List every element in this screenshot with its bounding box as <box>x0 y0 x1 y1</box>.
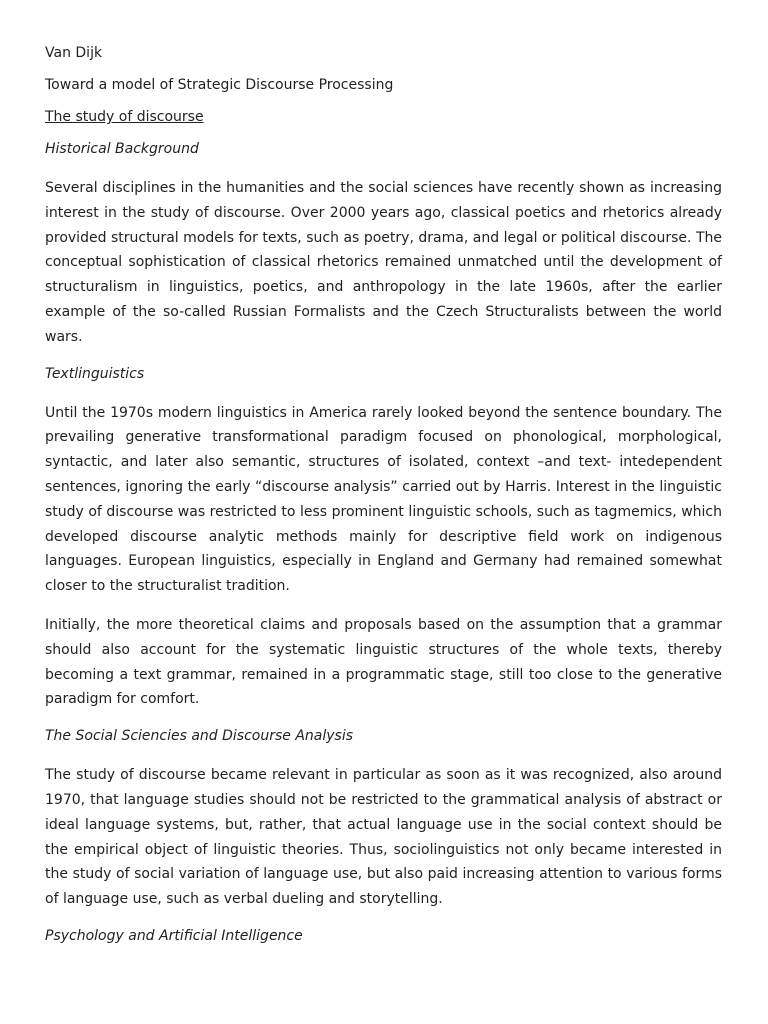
author-line: Van Dijk <box>45 45 103 61</box>
heading-historical-background: Historical Background <box>45 141 199 157</box>
section-title: The study of discourse <box>45 109 204 125</box>
paragraph-textlinguistics-1: Until the 1970s modern linguistics in America rarely looked beyond the sentence boundary. The prevailing generative transformational paradigm focused on phonological, morphological, syntactic, and later also semantic, structures of isolated, context –and text- intedependent sentences, ignoring the early “discourse analysis” carried out by Harris. Interest in the linguistic study of discourse was restricted to less prominent linguistic schools, such as tagmemics, which developed discourse analytic methods mainly for descriptive field work on indigenous languages. European linguistics, especially in England and Germany had remained somewhat closer to the structuralist tradition. <box>45 404 722 595</box>
paragraph-social-sciences: The study of discourse became relevant in particular as soon as it was recognized, also around 1970, that language studies should not be restricted to the grammatical analysis of abstract or ideal language systems, but, rather, that actual language use in the social context should be the empirical object of linguistic theories. Thus, sociolinguistics not only became interested in the study of social variation of language use, but also paid increasing attention to various forms of language use, such as verbal dueling and storytelling. <box>45 767 722 908</box>
paragraph-textlinguistics-2: Initially, the more theoretical claims and proposals based on the assumption that a grammar should also account for the systematic linguistic structures of the whole texts, thereby becoming a text grammar, remained in a programmatic stage, still too close to the generative paradigm for comfort. <box>45 616 722 708</box>
heading-psychology-ai: Psychology and Artificial Intelligence <box>45 927 303 944</box>
document-title: Toward a model of Strategic Discourse Processing <box>45 77 394 93</box>
paragraph-historical-background: Several disciplines in the humanities and the social sciences have recently shown as increasing interest in the study of discourse. Over 2000 years ago, classical poetics and rhetorics already provided structural models for texts, such as poetry, drama, and legal or political discourse. The conceptual sophistication of classical rhetorics remained unmatched until the development of structuralism in linguistics, poetics, and anthropology in the late 1960s, after the earlier example of the so-called Russian Formalists and the Czech Structuralists between the world wars. <box>45 180 722 345</box>
heading-textlinguistics: Textlinguistics <box>45 365 145 382</box>
heading-social-sciences: The Social Sciencies and Discourse Analysis <box>45 728 354 745</box>
